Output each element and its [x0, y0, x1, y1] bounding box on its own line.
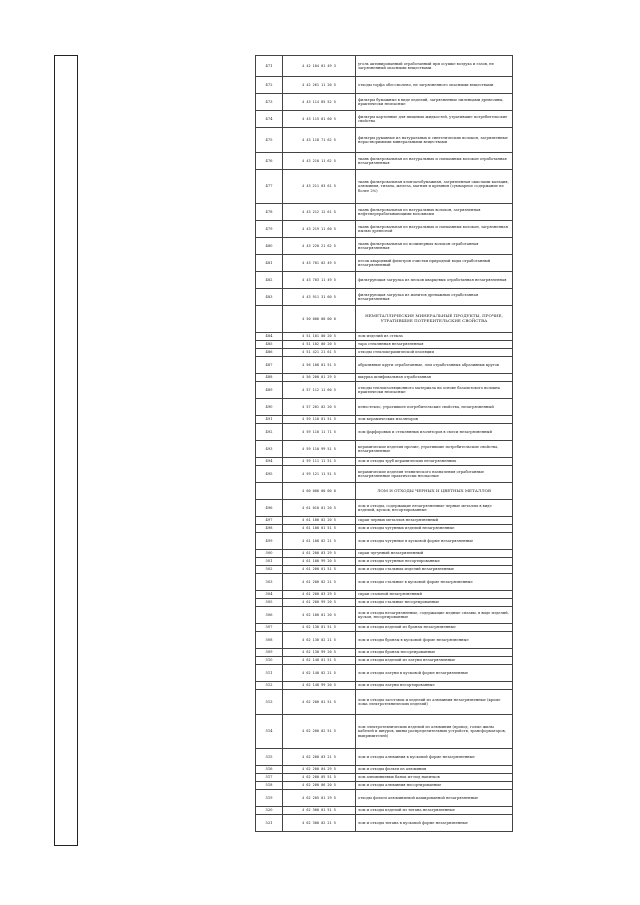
fkko-code-cell: 4 43 220 21 62 5 — [283, 238, 356, 255]
waste-name-cell: пеностекло, утратившее потребительские свойства, незагрязненный — [356, 399, 513, 416]
waste-name-cell: отходы стеклокерамической изоляции — [356, 349, 513, 357]
row-number-cell: 517 — [256, 774, 283, 782]
waste-name-cell: лом и отходы бронзы несортированные — [356, 649, 513, 657]
waste-name-cell: лом алюминиевых банок из-под напитков — [356, 774, 513, 782]
table-row — [256, 591, 513, 599]
fkko-code-cell: 4 51 102 00 20 5 — [283, 341, 356, 349]
waste-name-cell: ткань фильтровальная из натуральных и смешанных волокон, загрязненная пылью древесной — [356, 221, 513, 238]
row-number-cell: 498 — [256, 525, 283, 533]
waste-name-cell: лом фарфоровых и стеклянных изоляторов в смеси незагрязненный — [356, 424, 513, 441]
waste-name-cell: отходы теплоизоляционного материала на основе базальтового волокна практически неопасные — [356, 382, 513, 399]
table-row — [256, 749, 513, 766]
row-number-cell: 480 — [256, 238, 283, 255]
fkko-code-cell: 4 57 112 11 60 5 — [283, 382, 356, 399]
waste-name-cell: лом и отходы, содержащие незагрязненные черные металлы в виде изделий, кусков, несортированные — [356, 500, 513, 517]
fkko-code-cell: 4 56 100 01 51 5 — [283, 357, 356, 374]
row-number-cell: 479 — [256, 221, 283, 238]
row-number-cell: 491 — [256, 416, 283, 424]
fkko-code-cell: 4 57 201 02 20 5 — [283, 399, 356, 416]
fkko-code-cell: 4 62 200 03 21 5 — [283, 749, 356, 766]
fkko-code-cell: 4 62 130 02 21 5 — [283, 632, 356, 649]
row-number-cell: 473 — [256, 94, 283, 111]
waste-name-cell: отходы торфа обессмолено, не загрязненного опасными веществами — [356, 77, 513, 94]
fkko-code-cell: 4 43 118 71 62 5 — [283, 128, 356, 153]
table-row — [256, 399, 513, 416]
row-number-cell — [256, 483, 283, 500]
row-number-cell: 502 — [256, 566, 283, 574]
fkko-code-cell: 4 62 200 02 51 5 — [283, 715, 356, 749]
table-row — [256, 566, 513, 574]
waste-name-cell: ткань фильтровальная из натуральных и смешанных волокон отработанная незагрязненная — [356, 153, 513, 170]
table-row — [256, 517, 513, 525]
row-number-cell: 489 — [256, 382, 283, 399]
table-row — [256, 682, 513, 690]
waste-name-cell: лом и отходы чугунные в кусковой форме незагрязненные — [356, 533, 513, 550]
waste-name-cell: НЕМЕТАЛЛИЧЕСКИЕ МИНЕРАЛЬНЫЕ ПРОДУКТЫ, ПРОЧИЕ, УТРАТИВШИЕ ПОТРЕБИТЕЛЬСКИЕ СВОЙСТВА — [356, 306, 513, 333]
waste-name-cell: скрап черных металлов незагрязненный — [356, 517, 513, 525]
row-number-cell: 509 — [256, 649, 283, 657]
fkko-code-cell: 4 43 212 12 61 5 — [283, 204, 356, 221]
fkko-code-cell: 4 43 701 02 49 5 — [283, 255, 356, 272]
waste-name-cell: лом керамических изоляторов — [356, 416, 513, 424]
waste-name-cell: лом и отходы незагрязненные, содержащие медные сплавы, в виде изделий, кусков, несортированные — [356, 607, 513, 624]
table-row — [256, 500, 513, 517]
row-number-cell: 475 — [256, 128, 283, 153]
table-row — [256, 382, 513, 399]
row-number-cell: 516 — [256, 766, 283, 774]
fkko-code-cell: 4 62 140 01 51 5 — [283, 657, 356, 665]
waste-name-cell: лом изделий из стекла — [356, 333, 513, 341]
waste-name-cell: отходы фольги алюминиевой кашированной незагрязненные — [356, 790, 513, 807]
waste-name-cell: фильтрующая загрузка из песков кварцевых отработанная незагрязненная — [356, 272, 513, 289]
waste-name-cell: керамические изделия прочие, утратившие потребительские свойства, незагрязненные — [356, 441, 513, 458]
row-number-cell: 508 — [256, 632, 283, 649]
row-number-cell: 494 — [256, 458, 283, 466]
fkko-code-cell: 4 43 114 85 52 5 — [283, 94, 356, 111]
waste-name-cell: лом и отходы фольги из алюминия — [356, 766, 513, 774]
row-number-cell: 481 — [256, 255, 283, 272]
table-row — [256, 558, 513, 566]
fkko-code-cell: 4 59 121 11 51 5 — [283, 466, 356, 483]
fkko-code-cell: 4 42 104 01 49 3 — [283, 56, 356, 77]
fkko-code-cell: 4 62 140 99 20 5 — [283, 682, 356, 690]
waste-name-cell: песок кварцевый фильтров очистки природной воды отработанный незагрязненный — [356, 255, 513, 272]
table-row — [256, 632, 513, 649]
fkko-code-cell: 4 42 261 11 20 5 — [283, 77, 356, 94]
waste-name-cell: ткань фильтровальная хлопчатобумажная, загрязненная окислами кальция, алюминия, титана, железа, магния и кремния (суммарное содержание не более 2%) — [356, 170, 513, 204]
row-number-cell: 521 — [256, 815, 283, 832]
table-row — [256, 649, 513, 657]
fkko-code-cell: 4 51 101 00 20 5 — [283, 333, 356, 341]
fkko-code-cell: 4 62 130 99 20 5 — [283, 649, 356, 657]
waste-name-cell: керамические изделия технического назначения отработанные незагрязненные практически неопасные — [356, 466, 513, 483]
waste-name-cell: лом и отходы титана в кусковой форме незагрязненные — [356, 815, 513, 832]
row-number-cell: 497 — [256, 517, 283, 525]
waste-name-cell: скрап стальной незагрязненный — [356, 591, 513, 599]
fkko-code-cell: 4 50 000 00 00 0 — [283, 306, 356, 333]
waste-name-cell: ткань фильтровальная из натуральных волокон, загрязненная нефтеперерабатывающими волокнами — [356, 204, 513, 221]
table-row — [256, 774, 513, 782]
waste-classification-table — [255, 55, 513, 832]
row-number-cell: 485 — [256, 341, 283, 349]
row-number-cell: 486 — [256, 349, 283, 357]
table-row — [256, 533, 513, 550]
fkko-code-cell: 4 62 130 01 51 5 — [283, 624, 356, 632]
row-number-cell: 500 — [256, 550, 283, 558]
fkko-code-cell: 4 43 211 03 61 5 — [283, 170, 356, 204]
table-row — [256, 416, 513, 424]
table-row — [256, 170, 513, 204]
table-row — [256, 272, 513, 289]
fkko-code-cell: 4 62 200 01 51 5 — [283, 690, 356, 715]
row-number-cell: 471 — [256, 56, 283, 77]
waste-name-cell: лом и отходы стальные несортированные — [356, 599, 513, 607]
fkko-code-cell: 4 61 100 99 20 5 — [283, 558, 356, 566]
row-number-cell: 487 — [256, 357, 283, 374]
waste-name-cell: лом и отходы алюминия несортированные — [356, 782, 513, 790]
row-number-cell: 488 — [256, 374, 283, 382]
fkko-code-cell: 4 59 110 99 51 5 — [283, 441, 356, 458]
table-row — [256, 221, 513, 238]
table-row — [256, 657, 513, 665]
waste-name-cell: ЛОМ И ОТХОДЫ ЧЕРНЫХ И ЦВЕТНЫХ МЕТАЛЛОВ — [356, 483, 513, 500]
waste-name-cell: лом электротехнических изделий из алюминия (провод, голые жилы кабелей и шнуров, шины распределительных устройств, трансформаторов, выпрямителей) — [356, 715, 513, 749]
fkko-code-cell: 4 62 200 04 29 5 — [283, 766, 356, 774]
row-number-cell — [256, 306, 283, 333]
fkko-code-cell: 4 61 100 01 51 5 — [283, 525, 356, 533]
row-number-cell: 496 — [256, 500, 283, 517]
row-number-cell: 493 — [256, 441, 283, 458]
table-row — [256, 357, 513, 374]
fkko-code-cell: 4 43 911 31 60 5 — [283, 289, 356, 306]
section-header-row — [256, 306, 513, 333]
table-row — [256, 341, 513, 349]
row-number-cell: 507 — [256, 624, 283, 632]
table-row — [256, 665, 513, 682]
fkko-code-cell: 4 61 200 03 29 5 — [283, 591, 356, 599]
table-row — [256, 766, 513, 774]
row-number-cell: 501 — [256, 558, 283, 566]
table-row — [256, 255, 513, 272]
row-number-cell: 519 — [256, 790, 283, 807]
left-margin-column — [54, 55, 78, 846]
fkko-code-cell: 4 51 421 21 61 5 — [283, 349, 356, 357]
table-row — [256, 441, 513, 458]
row-number-cell: 514 — [256, 715, 283, 749]
row-number-cell: 482 — [256, 272, 283, 289]
waste-name-cell: тара стеклянная незагрязненная — [356, 341, 513, 349]
table-row — [256, 525, 513, 533]
table-row — [256, 424, 513, 441]
table-body — [256, 56, 513, 832]
fkko-code-cell: 4 62 300 01 51 5 — [283, 807, 356, 815]
waste-name-cell: лом и отходы латуни несортированные — [356, 682, 513, 690]
table-row — [256, 574, 513, 591]
waste-name-cell: фильтрующая загрузка из ионитов дренажных отработанная незагрязненная — [356, 289, 513, 306]
row-number-cell: 477 — [256, 170, 283, 204]
waste-name-cell: лом и отходы стальных изделий незагрязненные — [356, 566, 513, 574]
fkko-code-cell: 4 62 100 01 20 5 — [283, 607, 356, 624]
table-row — [256, 56, 513, 77]
fkko-code-cell: 4 43 115 01 60 5 — [283, 111, 356, 128]
table-row — [256, 94, 513, 111]
row-number-cell: 483 — [256, 289, 283, 306]
row-number-cell: 484 — [256, 333, 283, 341]
fkko-code-cell: 4 43 210 11 62 5 — [283, 153, 356, 170]
table-row — [256, 550, 513, 558]
table-row — [256, 807, 513, 815]
row-number-cell: 512 — [256, 682, 283, 690]
table-row — [256, 458, 513, 466]
waste-name-cell: лом и отходы латуни в кусковой форме незагрязненные — [356, 665, 513, 682]
waste-name-cell: абразивные круги отработанные, лом отработанных абразивных кругов — [356, 357, 513, 374]
row-number-cell: 504 — [256, 591, 283, 599]
row-number-cell: 513 — [256, 690, 283, 715]
table-row — [256, 289, 513, 306]
waste-name-cell: лом и отходы труб керамических незагрязненных — [356, 458, 513, 466]
waste-name-cell: лом и отходы изделий из титана незагрязненные — [356, 807, 513, 815]
row-number-cell: 499 — [256, 533, 283, 550]
table-row — [256, 790, 513, 807]
fkko-code-cell: 4 62 200 06 20 5 — [283, 782, 356, 790]
section-header-row — [256, 483, 513, 500]
fkko-code-cell: 4 62 140 02 21 5 — [283, 665, 356, 682]
table-row — [256, 607, 513, 624]
table-row — [256, 349, 513, 357]
waste-name-cell: фильтры бумажные в виде изделий, загрязненные пиленцами древесины, практически неопасные — [356, 94, 513, 111]
waste-name-cell: фильтры картонные для пищевых жидкостей, утратившие потребительские свойства — [356, 111, 513, 128]
table-row — [256, 715, 513, 749]
table-row — [256, 77, 513, 94]
fkko-code-cell: 4 62 200 05 51 5 — [283, 774, 356, 782]
waste-name-cell: лом и отходы чугунных изделий незагрязненные — [356, 525, 513, 533]
fkko-code-cell: 4 61 100 02 21 5 — [283, 533, 356, 550]
waste-name-cell: лом и отходы стальные в кусковой форме незагрязненные — [356, 574, 513, 591]
waste-name-cell: лом и отходы изделий из латуни незагрязненные — [356, 657, 513, 665]
fkko-code-cell: 4 43 703 11 49 5 — [283, 272, 356, 289]
fkko-code-cell: 4 43 219 11 60 5 — [283, 221, 356, 238]
fkko-code-cell: 4 61 200 99 20 5 — [283, 599, 356, 607]
waste-name-cell: лом и отходы чугунные несортированные — [356, 558, 513, 566]
waste-name-cell: лом и отходы алюминия в кусковой форме незагрязненные — [356, 749, 513, 766]
table-row — [256, 624, 513, 632]
fkko-code-cell: 4 56 200 01 29 5 — [283, 374, 356, 382]
waste-name-cell: шкурка шлифовальная отработанная — [356, 374, 513, 382]
table-row — [256, 374, 513, 382]
waste-name-cell: лом и отходы изделий из бронзы незагрязненные — [356, 624, 513, 632]
fkko-code-cell: 4 59 110 11 71 5 — [283, 424, 356, 441]
fkko-code-cell: 4 62 300 02 21 5 — [283, 815, 356, 832]
row-number-cell: 510 — [256, 657, 283, 665]
table-row — [256, 599, 513, 607]
row-number-cell: 506 — [256, 607, 283, 624]
table-row — [256, 238, 513, 255]
waste-name-cell: ткань фильтровальная из полимерных волокон отработанная незагрязненная — [356, 238, 513, 255]
row-number-cell: 495 — [256, 466, 283, 483]
fkko-code-cell: 4 59 111 11 51 5 — [283, 458, 356, 466]
fkko-code-cell: 4 61 200 02 21 5 — [283, 574, 356, 591]
row-number-cell: 474 — [256, 111, 283, 128]
table-row — [256, 690, 513, 715]
waste-name-cell: лом и отходы бронзы в кусковой форме незагрязненные — [356, 632, 513, 649]
fkko-code-cell: 4 60 000 00 00 0 — [283, 483, 356, 500]
table-row — [256, 111, 513, 128]
row-number-cell: 520 — [256, 807, 283, 815]
fkko-code-cell: 4 61 100 02 20 5 — [283, 517, 356, 525]
waste-name-cell: скрап чугунный незагрязненный — [356, 550, 513, 558]
table-row — [256, 153, 513, 170]
row-number-cell: 492 — [256, 424, 283, 441]
row-number-cell: 518 — [256, 782, 283, 790]
row-number-cell: 505 — [256, 599, 283, 607]
table-row — [256, 333, 513, 341]
table-row — [256, 815, 513, 832]
row-number-cell: 515 — [256, 749, 283, 766]
fkko-code-cell: 4 59 110 01 51 5 — [283, 416, 356, 424]
fkko-code-cell: 4 62 205 01 29 5 — [283, 790, 356, 807]
table-row — [256, 782, 513, 790]
row-number-cell: 478 — [256, 204, 283, 221]
waste-name-cell: уголь активированный отработанный при осушке воздуха и газов, не загрязненный опасными веществами — [356, 56, 513, 77]
row-number-cell: 476 — [256, 153, 283, 170]
row-number-cell: 511 — [256, 665, 283, 682]
table-row — [256, 128, 513, 153]
row-number-cell: 472 — [256, 77, 283, 94]
row-number-cell: 490 — [256, 399, 283, 416]
row-number-cell: 503 — [256, 574, 283, 591]
waste-name-cell: лом и отходы заготовок и изделий из алюминия незагрязненные (кроме лома электротехнических изделий) — [356, 690, 513, 715]
fkko-code-cell: 4 61 200 01 51 5 — [283, 566, 356, 574]
table-row — [256, 466, 513, 483]
fkko-code-cell: 4 61 010 01 20 5 — [283, 500, 356, 517]
waste-name-cell: фильтры рукавные из натуральных и синтетических волокон, загрязненные нерастворимыми минеральными веществами — [356, 128, 513, 153]
table-row — [256, 204, 513, 221]
fkko-code-cell: 4 61 200 03 29 5 — [283, 550, 356, 558]
